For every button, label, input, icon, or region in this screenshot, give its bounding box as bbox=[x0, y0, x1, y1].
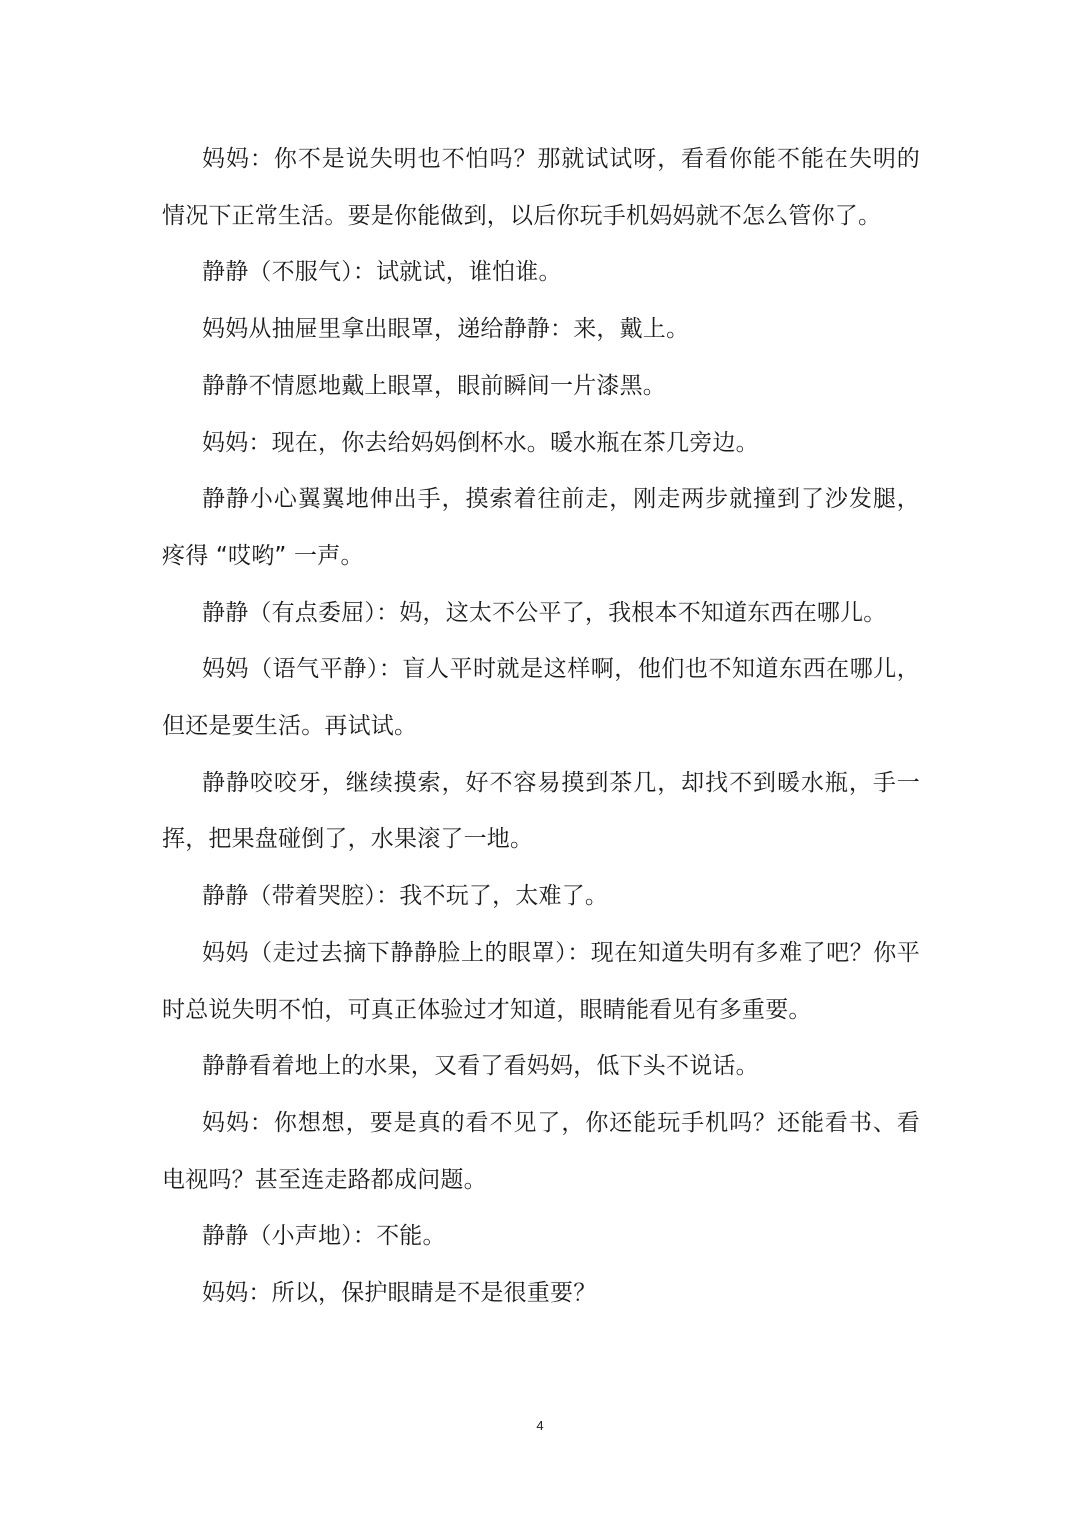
paragraph: 静静咬咬牙，继续摸索，好不容易摸到茶几，却找不到暖水瓶，手一挥，把果盘碰倒了，水果滚了一地。 bbox=[162, 769, 920, 853]
paragraph: 妈妈：现在，你去给妈妈倒杯水。暖水瓶在茶几旁边。 bbox=[202, 429, 759, 456]
paragraph: 妈妈从抽屉里拿出眼罩，递给静静：来，戴上。 bbox=[202, 316, 690, 343]
paragraph: 静静（带着哭腔）：我不玩了，太难了。 bbox=[202, 883, 609, 910]
paragraph: 静静（小声地）：不能。 bbox=[202, 1223, 446, 1250]
page-number: 4 bbox=[536, 1418, 544, 1433]
paragraph: 静静小心翼翼地伸出手，摸索着往前走，刚走两步就撞到了沙发腿，疼得 “哎哟” 一声。 bbox=[162, 486, 920, 569]
paragraph: 妈妈：你想想，要是真的看不见了，你还能玩手机吗？还能看书、看电视吗？甚至连走路都成问题。 bbox=[162, 1109, 920, 1193]
paragraph: 静静（有点委屈）：妈，这太不公平了，我根本不知道东西在哪儿。 bbox=[202, 599, 887, 626]
paragraph: 静静看着地上的水果，又看了看妈妈，低下头不说话。 bbox=[202, 1053, 759, 1080]
paragraph: 静静不情愿地戴上眼罩，眼前瞬间一片漆黑。 bbox=[202, 372, 666, 399]
paragraph: 妈妈：你不是说失明也不怕吗？那就试试呀，看看你能不能在失明的情况下正常生活。要是你能做到，以后你玩手机妈妈就不怎么管你了。 bbox=[162, 146, 920, 229]
document-body bbox=[162, 131, 920, 1322]
paragraph: 妈妈：所以，保护眼睛是不是很重要？ bbox=[202, 1280, 597, 1307]
paragraph: 静静（不服气）：试就试，谁怕谁。 bbox=[202, 259, 562, 286]
paragraph: 妈妈（语气平静）：盲人平时就是这样啊，他们也不知道东西在哪儿，但还是要生活。再试试。 bbox=[162, 656, 920, 740]
paragraph: 妈妈（走过去摘下静静脸上的眼罩）：现在知道失明有多难了吧？你平时总说失明不怕，可真正体验过才知道，眼睛能看见有多重要。 bbox=[162, 939, 920, 1023]
